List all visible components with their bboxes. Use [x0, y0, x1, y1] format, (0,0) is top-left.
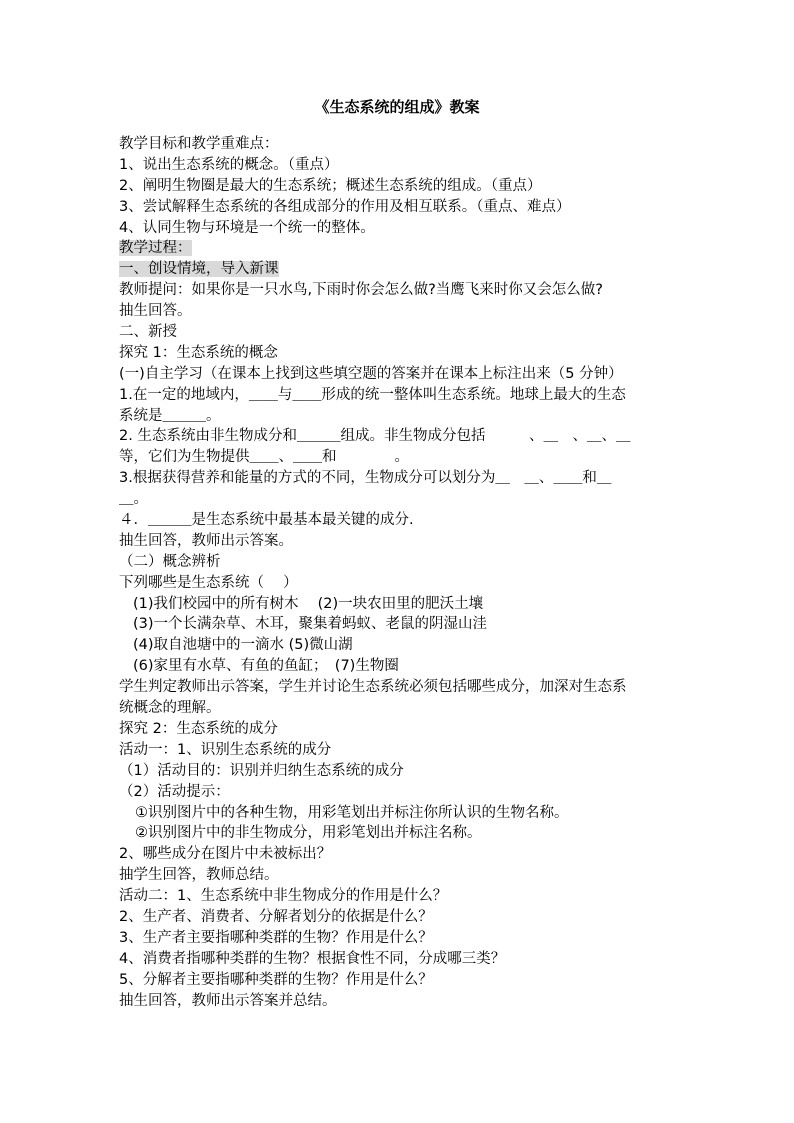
fill-blank-question: ＿。	[119, 491, 148, 508]
fill-blank-question: 3.根据获得营养和能量的方式的不同，生物成分可以划分为＿ ＿、＿＿和＿	[119, 470, 612, 487]
option-line: (1)我们校园中的所有树木 (2)一块农田里的肥沃土壤	[133, 595, 484, 612]
activity-heading: 活动二：1、生态系统中非生物成分的作用是什么？	[119, 888, 448, 905]
sub-heading: （二）概念辨析	[119, 553, 221, 570]
text-line: 抽学生回答，教师总结。	[119, 867, 279, 884]
hint-item: ①识别图片中的各种生物，用彩笔划出并标注你所认识的生物名称。	[135, 804, 569, 821]
text-line: 2、哪些成分在图片中未被标出？	[119, 846, 332, 863]
option-line: (4)取自池塘中的一滴水 (5)微山湖	[133, 637, 353, 654]
activity-heading: 活动一：1、识别生态系统的成分	[119, 741, 332, 758]
fill-blank-question: 等，它们为生物提供＿＿、＿＿和 。	[119, 449, 409, 466]
question-line: 5、分解者主要指哪种类群的生物？作用是什么？	[119, 971, 433, 988]
fill-blank-question: ４．＿＿＿是生态系统中最基本最关键的成分.	[119, 512, 414, 529]
option-line: (6)家里有水草、有鱼的鱼缸； (7)生物圈	[133, 658, 399, 675]
text-line: 抽生回答，教师出示答案并总结。	[119, 992, 337, 1009]
section-heading-process	[119, 238, 679, 259]
fill-blank-question: 1.在一定的地域内，＿＿与＿＿形成的统一整体叫生态系统。地球上最大的生态	[119, 386, 626, 403]
question-line: 2、生产者、消费者、分解者划分的依据是什么？	[119, 908, 433, 925]
fill-blank-question: 系统是＿＿＿。	[119, 407, 221, 424]
text-line: 抽生回答。	[119, 303, 192, 320]
step-heading	[119, 259, 679, 280]
hint-item: ②识别图片中的非生物成分，用彩笔划出并标注名称。	[135, 825, 482, 842]
step-heading: 二、新授	[119, 324, 177, 341]
inquiry-heading: 探究 2：生态系统的成分	[119, 720, 278, 737]
objective-item: 4、认同生物与环境是一个统一的整体。	[119, 219, 375, 236]
inquiry-heading: 探究 1：生态系统的概念	[119, 344, 278, 361]
objective-item: 2、阐明生物圈是最大的生态系统；概述生态系统的组成。（重点）	[119, 177, 542, 194]
document-body	[119, 134, 679, 1011]
objective-item: 1、说出生态系统的概念。（重点）	[119, 156, 339, 173]
fill-blank-question: 2. 生态系统由非生物成分和＿＿＿组成。非生物成分包括 、＿ 、＿、＿	[119, 428, 631, 445]
text-line: （2）活动提示：	[119, 783, 230, 800]
text-line: 下列哪些是生态系统（ ）	[119, 574, 298, 591]
section-heading-objectives: 教学目标和教学重难点：	[119, 136, 279, 152]
question-line: 3、生产者主要指哪种类群的生物？作用是什么？	[119, 929, 433, 946]
text-line: 抽生回答，教师出示答案。	[119, 532, 293, 549]
text-line: （1）活动目的：识别并归纳生态系统的成分	[119, 762, 404, 779]
page-title: 《生态系统的组成》教案	[314, 98, 480, 116]
objective-item: 3、尝试解释生态系统的各组成部分的作用及相互联系。（重点、难点）	[119, 198, 571, 215]
option-line: (3)一个长满杂草、木耳，聚集着蚂蚁、老鼠的阴湿山洼	[133, 616, 488, 633]
highlighted-text: 教学过程：	[119, 240, 192, 257]
text-line: 教师提问：如果你是一只水鸟,下雨时你会怎么做?当鹰飞来时你又会怎么做?	[119, 282, 603, 299]
question-line: 4、消费者指哪种类群的生物？根据食性不同，分成哪三类？	[119, 950, 506, 967]
text-line: 统概念的理解。	[119, 700, 221, 717]
text-line: 学生判定教师出示答案，学生并讨论生态系统必须包括哪些成分，加深对生态系	[119, 679, 627, 696]
highlighted-text: 一、创设情境，导入新课	[119, 261, 279, 278]
text-line: (一)自主学习（在课本上找到这些填空题的答案并在课本上标注出来（5 分钟）	[119, 365, 623, 382]
